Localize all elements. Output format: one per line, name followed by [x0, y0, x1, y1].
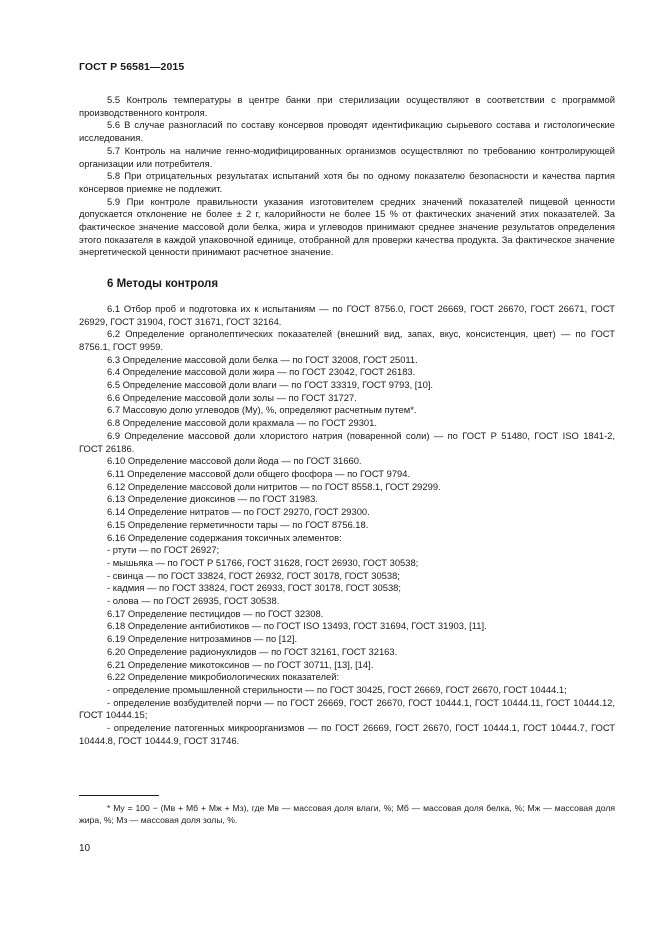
paragraph-6-6: 6.6 Определение массовой доли золы — по ГОСТ 31727. [107, 391, 357, 403]
paragraph-6-11: 6.11 Определение массовой доли общего фосфора — по ГОСТ 9794. [107, 467, 411, 479]
paragraph-6-8: 6.8 Определение массовой доли крахмала — по ГОСТ 29301. [107, 417, 377, 429]
paragraph-6-7: 6.7 Массовую долю углеводов (Мy), %, определяют расчетным путем*. [107, 404, 417, 416]
list-item: - олова — по ГОСТ 26935, ГОСТ 30538. [107, 595, 280, 607]
paragraph-5-8: 5.8 При отрицательных результатах испытаний хотя бы по одному показателю безопасности и качества партия консервов приемке не подлежит. [79, 170, 615, 194]
paragraph-6-1: 6.1 Отбор проб и подготовка их к испытаниям — по ГОСТ 8756.0, ГОСТ 26669, ГОСТ 26670, ГОСТ 26671, ГОСТ 26929, ГОСТ 31904, ГОСТ 31671, ГОСТ 32164. [79, 302, 615, 327]
document-body [79, 94, 615, 747]
paragraph-6-20: 6.20 Определение радионуклидов — по ГОСТ 32161, ГОСТ 32163. [107, 645, 398, 657]
paragraph-6-12: 6.12 Определение массовой доли нитритов — по ГОСТ 8558.1, ГОСТ 29299. [107, 480, 441, 492]
paragraph-6-13: 6.13 Определение диоксинов — по ГОСТ 31983. [107, 493, 318, 505]
paragraph-6-19: 6.19 Определение нитрозаминов — по [12]. [107, 633, 298, 645]
paragraph-6-2: 6.2 Определение органолептических показателей (внешний вид, запах, вкус, консистенция, цвет) — по ГОСТ 8756.1, ГОСТ 9959. [79, 328, 615, 352]
paragraph-5-7: 5.7 Контроль на наличие генно-модифицированных организмов осуществляют по требованию контролирующей организации или потребителя. [79, 144, 615, 169]
section-title: 6 Методы контроля [107, 278, 219, 291]
list-item: - определение промышленной стерильности — по ГОСТ 30425, ГОСТ 26669, ГОСТ 26670, ГОСТ 10444.1; [107, 683, 567, 695]
page-number: 10 [79, 843, 91, 854]
footnote-divider [79, 795, 159, 796]
paragraph-6-22: 6.22 Определение микробиологических показателей: [107, 671, 340, 683]
paragraph-6-3: 6.3 Определение массовой доли белка — по ГОСТ 32008, ГОСТ 25011. [107, 353, 418, 365]
paragraph-5-5: 5.5 Контроль температуры в центре банки при стерилизации осуществляют в соответствии с программой производственного контроля. [79, 94, 615, 118]
paragraph-6-14: 6.14 Определение нитратов — по ГОСТ 29270, ГОСТ 29300. [107, 506, 370, 518]
paragraph-6-17: 6.17 Определение пестицидов — по ГОСТ 32308. [107, 607, 324, 619]
list-item: - мышьяка — по ГОСТ Р 51766, ГОСТ 31628, ГОСТ 26930, ГОСТ 30538; [107, 556, 419, 568]
paragraph-6-10: 6.10 Определение массовой доли йода — по ГОСТ 31660. [107, 455, 362, 467]
list-item: - определение патогенных микроорганизмов — по ГОСТ 26669, ГОСТ 26670, ГОСТ 10444.1, ГОСТ 10444.7, ГОСТ 10444.8, ГОСТ 10444.9, ГОСТ 31746. [79, 722, 615, 746]
document-code-header: ГОСТ Р 56581—2015 [79, 61, 185, 73]
list-item: - свинца — по ГОСТ 33824, ГОСТ 26932, ГОСТ 30178, ГОСТ 30538; [107, 569, 400, 581]
paragraph-6-5: 6.5 Определение массовой доли влаги — по ГОСТ 33319, ГОСТ 9793, [10]. [107, 379, 434, 391]
list-item: - определение возбудителей порчи — по ГОСТ 26669, ГОСТ 26670, ГОСТ 10444.1, ГОСТ 10444.11, ГОСТ 10444.12, ГОСТ 10444.15; [79, 696, 615, 721]
paragraph-6-16: 6.16 Определение содержания токсичных элементов: [107, 531, 342, 543]
paragraph-5-6: 5.6 В случае разногласий по составу консервов проводят идентификацию сырьевого состава и гистологические исследования. [79, 119, 615, 144]
paragraph-6-15: 6.15 Определение герметичности тары — по ГОСТ 8756.18. [107, 518, 369, 530]
paragraph-6-4: 6.4 Определение массовой доли жира — по ГОСТ 23042, ГОСТ 26183. [107, 366, 416, 378]
list-item: - ртути — по ГОСТ 26927; [107, 544, 220, 556]
paragraph-6-18: 6.18 Определение антибиотиков — по ГОСТ ISO 13493, ГОСТ 31694, ГОСТ 31903, [11]. [107, 620, 487, 632]
paragraph-5-9: 5.9 При контроле правильности указания изготовителем средних значений показателей пищевой ценности допускается отклонение не более ± 2 г, калорийности не более 15 % от фактических значений этих показателей. За фактическое значение массовой доли белка, жира и углеводов принимают среднее значение результатов определения этого показателя в каждой упаковочной единице, отобранной для проверки качества продукта. За фактическое значение энергетической ценности принимают расчетное значение. [79, 195, 615, 258]
paragraph-6-21: 6.21 Определение микотоксинов — по ГОСТ 30711, [13], [14]. [107, 658, 374, 670]
footnote: * Мy = 100 − (Мв + Мб + Мж + Мз), где Мв — массовая доля влаги, %; Мб — массовая доля белка, %; Мж — массовая доля жира, %; Мз — массовая доля золы, %. [79, 803, 615, 825]
paragraph-6-9: 6.9 Определение массовой доли хлористого натрия (поваренной соли) — по ГОСТ Р 51480, ГОСТ ISO 1841-2, ГОСТ 26186. [79, 429, 615, 454]
list-item: - кадмия — по ГОСТ 33824, ГОСТ 26933, ГОСТ 30178, ГОСТ 30538; [107, 582, 401, 594]
